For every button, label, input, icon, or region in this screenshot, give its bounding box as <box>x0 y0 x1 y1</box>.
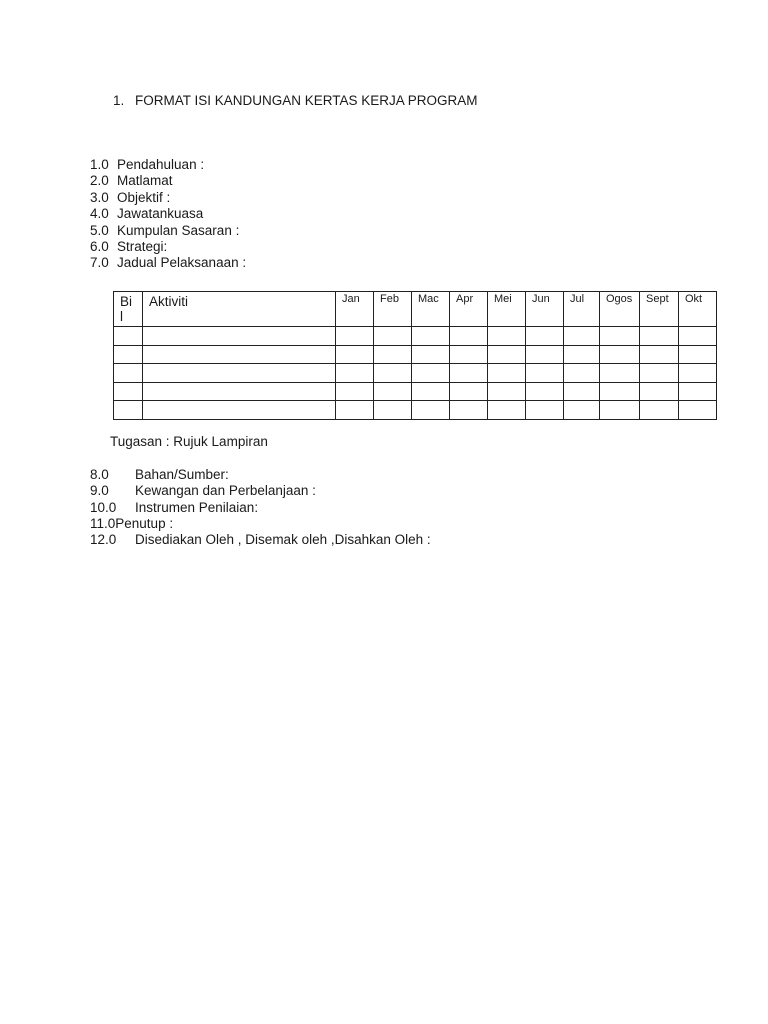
item-number: 3.0 <box>90 189 109 205</box>
header-month: Jun <box>526 292 564 327</box>
header-aktiviti: Aktiviti <box>143 292 336 327</box>
page-title <box>113 93 478 108</box>
list-item <box>90 467 431 483</box>
item-number: 7.0 <box>90 255 109 271</box>
header-month: Feb <box>374 292 412 327</box>
item-label: Kumpulan Sasaran : <box>117 222 240 238</box>
heading-text: FORMAT ISI KANDUNGAN KERTAS KERJA PROGRAM <box>135 93 478 108</box>
schedule-table <box>113 291 717 420</box>
section-list-1 <box>90 157 246 272</box>
header-month: Mei <box>488 292 526 327</box>
bil-line-1: Bi <box>120 294 133 309</box>
header-month: Mac <box>412 292 450 327</box>
list-item <box>90 239 246 255</box>
list-item <box>90 516 431 532</box>
table-row <box>114 327 717 346</box>
item-label: Bahan/Sumber: <box>135 467 229 482</box>
item-number: 9.0 <box>90 483 109 499</box>
heading-number: 1. <box>113 93 125 108</box>
list-item <box>90 255 246 271</box>
list-item <box>90 173 246 189</box>
list-item <box>90 483 431 499</box>
item-label: Objektif : <box>117 189 171 205</box>
item-label: Instrumen Penilaian: <box>135 499 259 515</box>
table-row <box>114 364 717 383</box>
item-number: 11.0 <box>90 515 116 531</box>
list-item <box>90 532 431 548</box>
assignment-note: Tugasan : Rujuk Lampiran <box>110 434 268 449</box>
item-label: Jawatankuasa <box>117 206 204 222</box>
item-number: 4.0 <box>90 206 109 222</box>
header-month: Jul <box>564 292 600 327</box>
item-label: Penutup : <box>115 515 174 531</box>
list-item <box>90 223 246 239</box>
item-number: 1.0 <box>90 157 109 172</box>
item-number: 10.0 <box>90 499 117 515</box>
item-number: 2.0 <box>90 173 109 189</box>
header-month: Jan <box>336 292 374 327</box>
list-item <box>90 190 246 206</box>
item-label: Matlamat <box>117 173 173 189</box>
table-header-row <box>114 292 717 327</box>
header-month: Okt <box>679 292 717 327</box>
list-item <box>90 206 246 222</box>
item-number: 12.0 <box>90 532 117 548</box>
item-number: 8.0 <box>90 467 109 482</box>
table-row <box>114 401 717 420</box>
header-month: Apr <box>450 292 488 327</box>
item-label: Pendahuluan : <box>117 157 205 172</box>
list-item <box>90 157 246 173</box>
list-item <box>90 500 431 516</box>
item-number: 6.0 <box>90 239 109 255</box>
section-list-2 <box>90 467 431 548</box>
bil-line-2: l <box>120 309 123 324</box>
table-row <box>114 382 717 401</box>
item-label: Disediakan Oleh , Disemak oleh ,Disahkan Oleh : <box>135 532 431 548</box>
item-number: 5.0 <box>90 222 109 238</box>
header-month: Sept <box>640 292 679 327</box>
header-bil <box>114 292 143 327</box>
item-label: Jadual Pelaksanaan : <box>117 255 247 271</box>
item-label: Strategi: <box>117 239 168 255</box>
table-row <box>114 345 717 364</box>
item-label: Kewangan dan Perbelanjaan : <box>135 483 316 499</box>
header-month: Ogos <box>600 292 640 327</box>
